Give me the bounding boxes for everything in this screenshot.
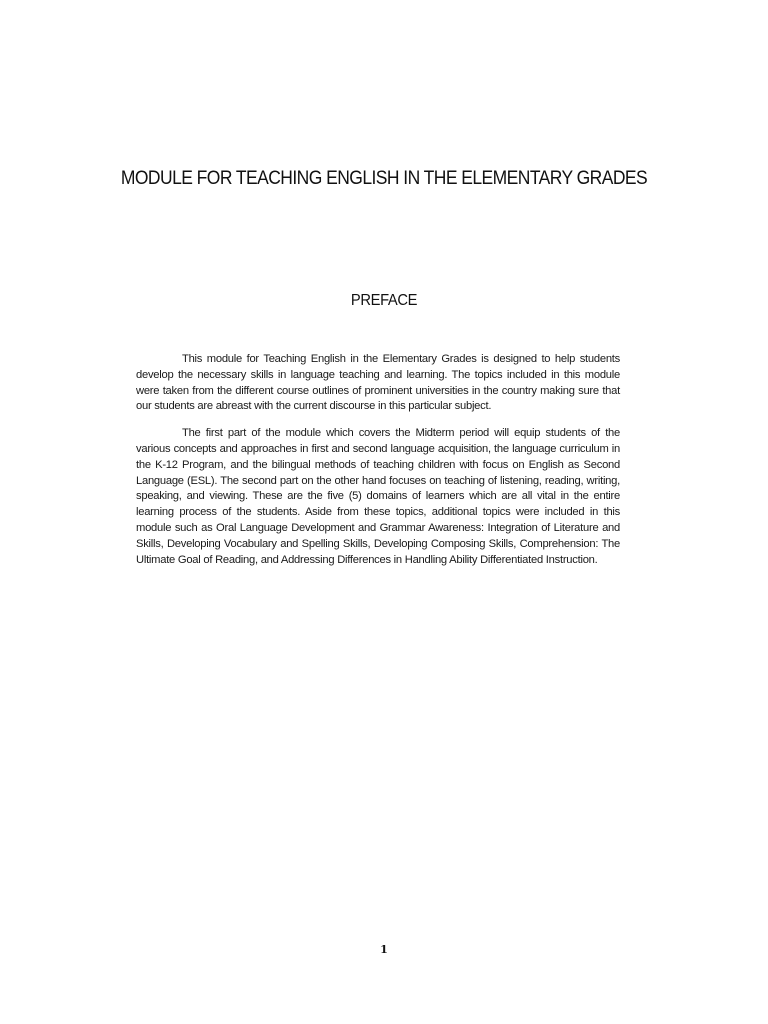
page-number: 1 (380, 943, 388, 956)
preface-paragraph-1: This module for Teaching English in the Elementary Grades is designed to help students develop the necessary skills in language teaching and learning. The topics included in this module were taken from the different course outlines of prominent universities in the country making sure that our students are abreast with the current discourse in this particular subject. (136, 353, 620, 413)
preface-paragraph-2: The first part of the module which covers the Midterm period will equip students of the various concepts and approaches in first and second language acquisition, the language curriculum in the K-12 Program, and the bilingual methods of teaching children with focus on English as Second Language (ESL). The second part on the other hand focuses on teaching of listening, reading, writing, speaking, and viewing. These are the five (5) domains of learners which are all vital in the entire learning process of the students. Aside from these topics, additional topics were included in this module such as Oral Language Development and Grammar Awareness: Integration of Literature and Skills, Developing Vocabulary and Spelling Skills, Developing Composing Skills, Comprehension: The Ultimate Goal of Reading, and Addressing Differences in Handling Ability Differentiated Instruction. (136, 427, 620, 566)
preface-body (136, 352, 620, 579)
preface-heading: PREFACE (350, 292, 418, 309)
document-title: MODULE FOR TEACHING ENGLISH IN THE ELEMENTARY GRADES (120, 168, 648, 189)
